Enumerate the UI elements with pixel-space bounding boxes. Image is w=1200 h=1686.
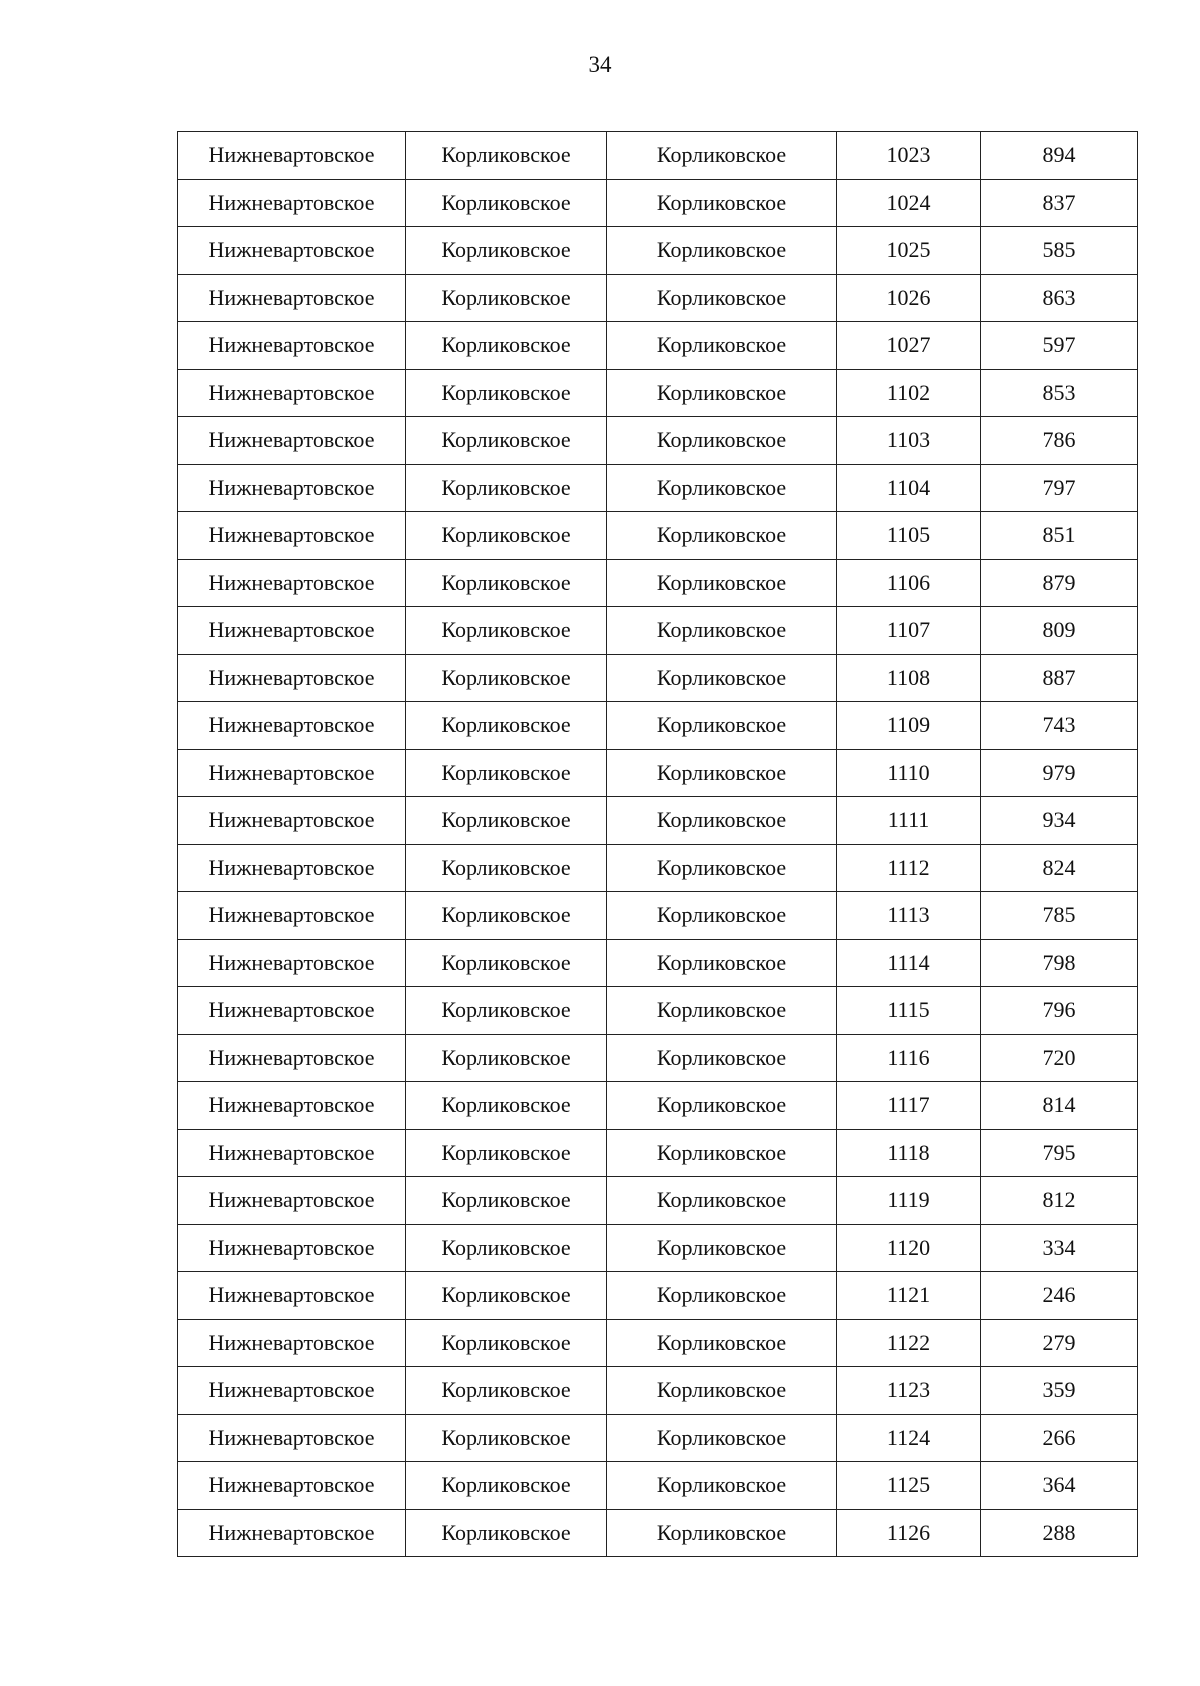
field-cell: Корликовское	[406, 939, 607, 987]
field-cell: Корликовское	[406, 512, 607, 560]
deposit-cell: Корликовское	[607, 1509, 837, 1557]
cluster-number-cell: 1111	[837, 797, 981, 845]
table-row	[178, 702, 1138, 750]
deposit-cell: Корликовское	[607, 844, 837, 892]
cluster-number-cell: 1108	[837, 654, 981, 702]
deposit-cell: Корликовское	[607, 322, 837, 370]
field-cell: Корликовское	[406, 1224, 607, 1272]
district-cell: Нижневартовское	[178, 654, 406, 702]
district-cell: Нижневартовское	[178, 1177, 406, 1225]
value-cell: 364	[981, 1462, 1138, 1510]
value-cell: 887	[981, 654, 1138, 702]
deposit-cell: Корликовское	[607, 274, 837, 322]
cluster-number-cell: 1123	[837, 1367, 981, 1415]
table-row	[178, 987, 1138, 1035]
table-row	[178, 1224, 1138, 1272]
deposit-cell: Корликовское	[607, 987, 837, 1035]
value-cell: 837	[981, 179, 1138, 227]
deposit-cell: Корликовское	[607, 1462, 837, 1510]
field-cell: Корликовское	[406, 1177, 607, 1225]
table-row	[178, 369, 1138, 417]
district-cell: Нижневартовское	[178, 1034, 406, 1082]
cluster-number-cell: 1122	[837, 1319, 981, 1367]
cluster-number-cell: 1106	[837, 559, 981, 607]
district-cell: Нижневартовское	[178, 179, 406, 227]
deposit-cell: Корликовское	[607, 1414, 837, 1462]
deposit-cell: Корликовское	[607, 559, 837, 607]
deposit-cell: Корликовское	[607, 1272, 837, 1320]
table-row	[178, 654, 1138, 702]
district-cell: Нижневартовское	[178, 1367, 406, 1415]
cluster-number-cell: 1025	[837, 227, 981, 275]
table-row	[178, 274, 1138, 322]
district-cell: Нижневартовское	[178, 1319, 406, 1367]
district-cell: Нижневартовское	[178, 1082, 406, 1130]
table-row	[178, 132, 1138, 180]
district-cell: Нижневартовское	[178, 987, 406, 1035]
deposit-cell: Корликовское	[607, 1129, 837, 1177]
field-cell: Корликовское	[406, 987, 607, 1035]
field-cell: Корликовское	[406, 654, 607, 702]
district-cell: Нижневартовское	[178, 702, 406, 750]
field-cell: Корликовское	[406, 179, 607, 227]
district-cell: Нижневартовское	[178, 417, 406, 465]
cluster-number-cell: 1109	[837, 702, 981, 750]
table-body	[178, 132, 1138, 1557]
value-cell: 809	[981, 607, 1138, 655]
cluster-number-cell: 1120	[837, 1224, 981, 1272]
cluster-number-cell: 1107	[837, 607, 981, 655]
value-cell: 288	[981, 1509, 1138, 1557]
cluster-number-cell: 1125	[837, 1462, 981, 1510]
district-cell: Нижневартовское	[178, 1224, 406, 1272]
data-table	[177, 131, 1138, 1557]
deposit-cell: Корликовское	[607, 797, 837, 845]
field-cell: Корликовское	[406, 322, 607, 370]
deposit-cell: Корликовское	[607, 749, 837, 797]
field-cell: Корликовское	[406, 1414, 607, 1462]
deposit-cell: Корликовское	[607, 132, 837, 180]
table-row	[178, 1462, 1138, 1510]
cluster-number-cell: 1103	[837, 417, 981, 465]
cluster-number-cell: 1114	[837, 939, 981, 987]
cluster-number-cell: 1115	[837, 987, 981, 1035]
value-cell: 797	[981, 464, 1138, 512]
value-cell: 863	[981, 274, 1138, 322]
cluster-number-cell: 1124	[837, 1414, 981, 1462]
district-cell: Нижневартовское	[178, 1509, 406, 1557]
district-cell: Нижневартовское	[178, 892, 406, 940]
cluster-number-cell: 1121	[837, 1272, 981, 1320]
table-row	[178, 1082, 1138, 1130]
district-cell: Нижневартовское	[178, 939, 406, 987]
field-cell: Корликовское	[406, 749, 607, 797]
deposit-cell: Корликовское	[607, 1177, 837, 1225]
deposit-cell: Корликовское	[607, 939, 837, 987]
field-cell: Корликовское	[406, 607, 607, 655]
deposit-cell: Корликовское	[607, 1319, 837, 1367]
district-cell: Нижневартовское	[178, 322, 406, 370]
deposit-cell: Корликовское	[607, 227, 837, 275]
field-cell: Корликовское	[406, 1272, 607, 1320]
cluster-number-cell: 1027	[837, 322, 981, 370]
deposit-cell: Корликовское	[607, 607, 837, 655]
table-row	[178, 1129, 1138, 1177]
cluster-number-cell: 1102	[837, 369, 981, 417]
field-cell: Корликовское	[406, 702, 607, 750]
value-cell: 279	[981, 1319, 1138, 1367]
table-row	[178, 1034, 1138, 1082]
table-row	[178, 1272, 1138, 1320]
value-cell: 743	[981, 702, 1138, 750]
deposit-cell: Корликовское	[607, 702, 837, 750]
value-cell: 266	[981, 1414, 1138, 1462]
deposit-cell: Корликовское	[607, 417, 837, 465]
field-cell: Корликовское	[406, 892, 607, 940]
field-cell: Корликовское	[406, 1034, 607, 1082]
value-cell: 879	[981, 559, 1138, 607]
value-cell: 796	[981, 987, 1138, 1035]
district-cell: Нижневартовское	[178, 607, 406, 655]
value-cell: 359	[981, 1367, 1138, 1415]
value-cell: 853	[981, 369, 1138, 417]
table-row	[178, 512, 1138, 560]
district-cell: Нижневартовское	[178, 464, 406, 512]
cluster-number-cell: 1118	[837, 1129, 981, 1177]
field-cell: Корликовское	[406, 369, 607, 417]
cluster-number-cell: 1126	[837, 1509, 981, 1557]
deposit-cell: Корликовское	[607, 892, 837, 940]
district-cell: Нижневартовское	[178, 844, 406, 892]
field-cell: Корликовское	[406, 1367, 607, 1415]
deposit-cell: Корликовское	[607, 179, 837, 227]
table-row	[178, 1414, 1138, 1462]
cluster-number-cell: 1113	[837, 892, 981, 940]
district-cell: Нижневартовское	[178, 132, 406, 180]
table-row	[178, 227, 1138, 275]
table-row	[178, 417, 1138, 465]
value-cell: 334	[981, 1224, 1138, 1272]
field-cell: Корликовское	[406, 844, 607, 892]
table-row	[178, 1367, 1138, 1415]
field-cell: Корликовское	[406, 464, 607, 512]
field-cell: Корликовское	[406, 227, 607, 275]
field-cell: Корликовское	[406, 132, 607, 180]
table-row	[178, 322, 1138, 370]
deposit-cell: Корликовское	[607, 1034, 837, 1082]
table-row	[178, 892, 1138, 940]
district-cell: Нижневартовское	[178, 1129, 406, 1177]
cluster-number-cell: 1110	[837, 749, 981, 797]
district-cell: Нижневартовское	[178, 227, 406, 275]
deposit-cell: Корликовское	[607, 654, 837, 702]
table-row	[178, 1319, 1138, 1367]
field-cell: Корликовское	[406, 1509, 607, 1557]
value-cell: 785	[981, 892, 1138, 940]
cluster-number-cell: 1116	[837, 1034, 981, 1082]
table-row	[178, 844, 1138, 892]
deposit-cell: Корликовское	[607, 1082, 837, 1130]
table-row	[178, 1177, 1138, 1225]
value-cell: 814	[981, 1082, 1138, 1130]
field-cell: Корликовское	[406, 274, 607, 322]
value-cell: 720	[981, 1034, 1138, 1082]
value-cell: 597	[981, 322, 1138, 370]
deposit-cell: Корликовское	[607, 1224, 837, 1272]
table-row	[178, 797, 1138, 845]
table-row	[178, 939, 1138, 987]
cluster-number-cell: 1117	[837, 1082, 981, 1130]
table-row	[178, 464, 1138, 512]
value-cell: 798	[981, 939, 1138, 987]
table-row	[178, 559, 1138, 607]
field-cell: Корликовское	[406, 1462, 607, 1510]
field-cell: Корликовское	[406, 797, 607, 845]
value-cell: 851	[981, 512, 1138, 560]
deposit-cell: Корликовское	[607, 512, 837, 560]
value-cell: 979	[981, 749, 1138, 797]
cluster-number-cell: 1119	[837, 1177, 981, 1225]
district-cell: Нижневартовское	[178, 1414, 406, 1462]
field-cell: Корликовское	[406, 1319, 607, 1367]
table-row	[178, 1509, 1138, 1557]
deposit-cell: Корликовское	[607, 369, 837, 417]
district-cell: Нижневартовское	[178, 1462, 406, 1510]
table-row	[178, 607, 1138, 655]
value-cell: 585	[981, 227, 1138, 275]
field-cell: Корликовское	[406, 559, 607, 607]
cluster-number-cell: 1023	[837, 132, 981, 180]
district-cell: Нижневартовское	[178, 512, 406, 560]
district-cell: Нижневартовское	[178, 749, 406, 797]
district-cell: Нижневартовское	[178, 559, 406, 607]
value-cell: 934	[981, 797, 1138, 845]
table-row	[178, 179, 1138, 227]
district-cell: Нижневартовское	[178, 797, 406, 845]
field-cell: Корликовское	[406, 1082, 607, 1130]
value-cell: 246	[981, 1272, 1138, 1320]
table-row	[178, 749, 1138, 797]
cluster-number-cell: 1024	[837, 179, 981, 227]
value-cell: 824	[981, 844, 1138, 892]
field-cell: Корликовское	[406, 1129, 607, 1177]
deposit-cell: Корликовское	[607, 1367, 837, 1415]
cluster-number-cell: 1112	[837, 844, 981, 892]
district-cell: Нижневартовское	[178, 274, 406, 322]
district-cell: Нижневартовское	[178, 369, 406, 417]
cluster-number-cell: 1104	[837, 464, 981, 512]
value-cell: 812	[981, 1177, 1138, 1225]
cluster-number-cell: 1105	[837, 512, 981, 560]
value-cell: 894	[981, 132, 1138, 180]
value-cell: 786	[981, 417, 1138, 465]
cluster-number-cell: 1026	[837, 274, 981, 322]
value-cell: 795	[981, 1129, 1138, 1177]
field-cell: Корликовское	[406, 417, 607, 465]
district-cell: Нижневартовское	[178, 1272, 406, 1320]
deposit-cell: Корликовское	[607, 464, 837, 512]
page-number: 34	[588, 52, 612, 77]
